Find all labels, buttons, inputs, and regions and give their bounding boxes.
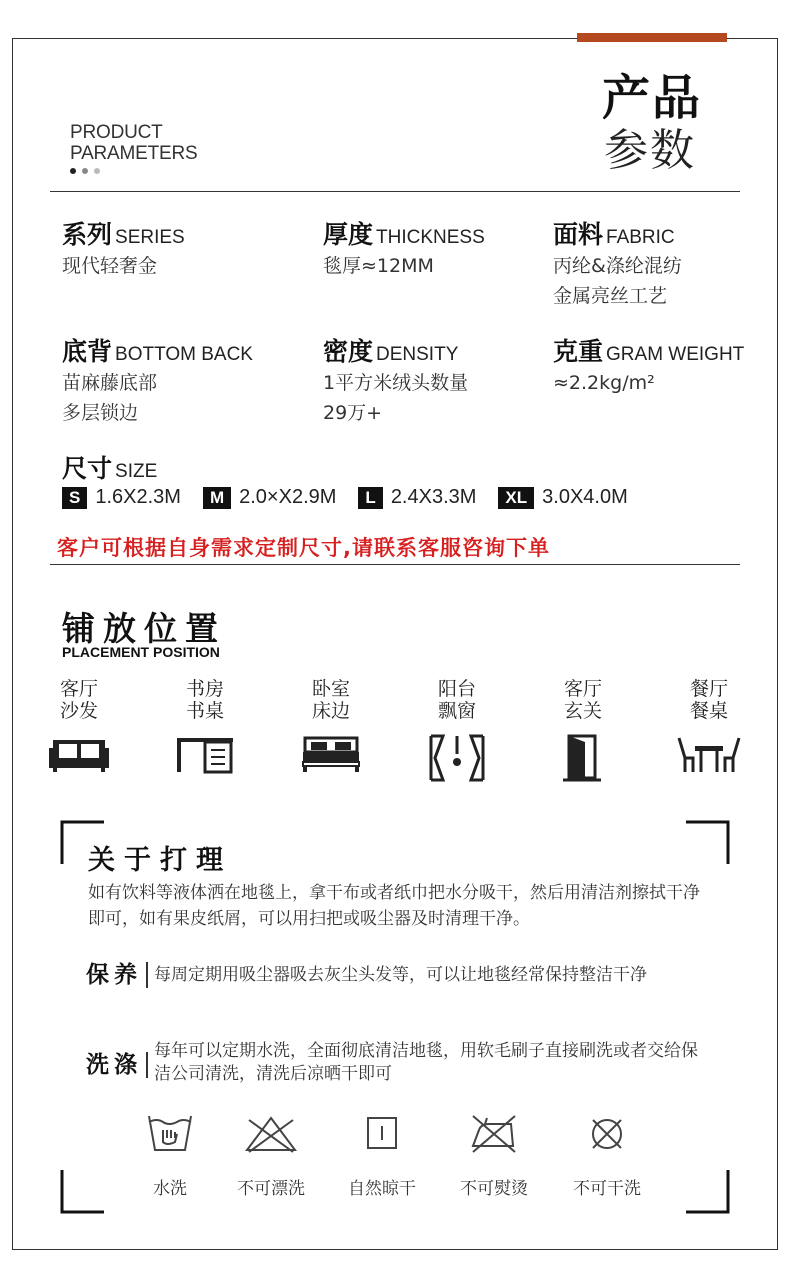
size-option-m bbox=[203, 486, 336, 509]
header-cn-line2: 参数 bbox=[604, 125, 696, 176]
no-bleach-icon bbox=[243, 1112, 299, 1154]
room-spot: 书桌 bbox=[185, 700, 224, 722]
spec-value: 苗麻藤底部 bbox=[62, 372, 158, 394]
room-living-sofa bbox=[29, 678, 129, 774]
size-options bbox=[62, 486, 650, 509]
header-en-title bbox=[70, 122, 198, 164]
care-symbol-hand-wash bbox=[115, 1112, 225, 1199]
corner-bottom-right bbox=[686, 1170, 730, 1214]
header-en-line2: PARAMETERS bbox=[70, 143, 198, 164]
spec-label-en: GRAM WEIGHT bbox=[606, 344, 745, 365]
room-name: 餐厅 bbox=[689, 678, 728, 700]
spec-label-en: BOTTOM BACK bbox=[115, 344, 253, 365]
spec-label-en: SERIES bbox=[115, 227, 185, 248]
room-spot: 玄关 bbox=[563, 700, 602, 722]
divider bbox=[50, 564, 740, 565]
size-tag: S bbox=[62, 487, 87, 509]
spec-value: 多层锁边 bbox=[62, 402, 139, 424]
spec-value: 现代轻奢金 bbox=[62, 255, 158, 277]
dot bbox=[94, 168, 100, 174]
room-name: 卧室 bbox=[311, 678, 350, 700]
spec-label: 密度 bbox=[323, 337, 374, 366]
corner-bottom-left bbox=[60, 1170, 104, 1214]
care-maintenance bbox=[86, 962, 714, 988]
dot bbox=[70, 168, 76, 174]
spec-thickness bbox=[323, 215, 485, 281]
no-dry-clean-icon bbox=[587, 1112, 627, 1154]
care-washing bbox=[86, 1040, 714, 1086]
spec-value: 毯厚≈12MM bbox=[323, 255, 434, 277]
wash-text: 每年可以定期水洗，全面彻底清洁地毯，用软毛刷子直接刷洗或者交给保洁公司清洗，清洗后凉晒干即可 bbox=[154, 1041, 698, 1084]
maintenance-label: 保养 bbox=[86, 962, 148, 988]
room-dining-table bbox=[659, 678, 759, 774]
care-symbol-label: 不可干洗 bbox=[573, 1179, 641, 1199]
size-tag: XL bbox=[498, 487, 534, 509]
room-spot: 飘窗 bbox=[437, 700, 476, 722]
care-symbol-label: 自然晾干 bbox=[348, 1179, 416, 1199]
spec-value: ≈2.2kg/m² bbox=[553, 372, 655, 394]
spec-value: 金属亮丝工艺 bbox=[553, 285, 668, 307]
size-tag: M bbox=[203, 487, 231, 509]
placement-subtitle: PLACEMENT POSITION bbox=[62, 644, 220, 660]
size-dim: 2.0×X2.9M bbox=[239, 486, 337, 508]
care-symbol-no-dry-clean bbox=[552, 1112, 662, 1199]
door-icon bbox=[553, 734, 613, 782]
room-name: 客厅 bbox=[59, 678, 98, 700]
desk-icon bbox=[175, 734, 235, 774]
spec-density bbox=[323, 332, 468, 428]
custom-size-note: 客户可根据自身需求定制尺寸,请联系客服咨询下单 bbox=[57, 536, 550, 560]
hand-wash-icon bbox=[145, 1112, 195, 1154]
spec-label-en: DENSITY bbox=[376, 344, 459, 365]
accent-bar bbox=[577, 33, 727, 42]
spec-series bbox=[62, 215, 185, 281]
spec-label: 厚度 bbox=[323, 220, 374, 249]
line-dry-icon bbox=[362, 1112, 402, 1154]
divider bbox=[50, 191, 740, 192]
care-title: 关于打理 bbox=[88, 845, 232, 876]
room-name: 书房 bbox=[185, 678, 224, 700]
size-dim: 2.4X3.3M bbox=[390, 486, 477, 508]
room-living-entrance bbox=[533, 678, 633, 782]
header-en-line1: PRODUCT bbox=[70, 122, 163, 143]
header-cn-line1: 产品 bbox=[602, 70, 703, 126]
spec-label: 面料 bbox=[553, 220, 604, 249]
care-symbol-no-iron bbox=[439, 1112, 549, 1199]
spec-value: 29万+ bbox=[323, 402, 383, 424]
spec-size bbox=[62, 449, 157, 485]
spec-value: 1平方米绒头数量 bbox=[323, 372, 469, 394]
room-name: 阳台 bbox=[437, 678, 476, 700]
room-spot: 床边 bbox=[311, 700, 350, 722]
size-dim: 3.0X4.0M bbox=[542, 486, 628, 508]
spec-value: 丙纶&涤纶混纺 bbox=[553, 255, 682, 277]
header-dots bbox=[70, 168, 100, 174]
size-label: 尺寸 bbox=[62, 454, 113, 483]
care-symbol-no-bleach bbox=[216, 1112, 326, 1199]
sofa-icon bbox=[49, 734, 109, 774]
bed-icon bbox=[301, 734, 361, 774]
wash-label: 洗涤 bbox=[86, 1052, 148, 1078]
spec-label-en: FABRIC bbox=[606, 227, 675, 248]
size-tag: L bbox=[358, 487, 382, 509]
spec-label: 底背 bbox=[62, 337, 113, 366]
spec-label-en: THICKNESS bbox=[376, 227, 485, 248]
spec-gram-weight bbox=[553, 332, 744, 398]
room-spot: 餐桌 bbox=[689, 700, 728, 722]
care-symbol-label: 不可熨烫 bbox=[460, 1179, 528, 1199]
spec-label: 克重 bbox=[553, 337, 604, 366]
maintenance-text: 每周定期用吸尘器吸去灰尘头发等，可以让地毯经常保持整洁干净 bbox=[154, 965, 647, 985]
care-symbol-label: 水洗 bbox=[153, 1179, 187, 1199]
room-study-desk bbox=[155, 678, 255, 774]
corner-top-right bbox=[686, 820, 730, 864]
room-spot: 沙发 bbox=[59, 700, 98, 722]
size-option-l bbox=[358, 486, 476, 509]
size-label-en: SIZE bbox=[115, 461, 158, 482]
size-dim: 1.6X2.3M bbox=[95, 486, 181, 508]
room-bedroom-bedside bbox=[281, 678, 381, 774]
spec-bottom-back bbox=[62, 332, 253, 428]
room-balcony-window bbox=[407, 678, 507, 782]
no-iron-icon bbox=[469, 1112, 519, 1154]
size-option-xl bbox=[498, 486, 627, 509]
placement-title: 铺放位置 bbox=[62, 609, 226, 648]
dot bbox=[82, 168, 88, 174]
size-option-s bbox=[62, 486, 181, 509]
care-intro: 如有饮料等液体洒在地毯上，拿干布或者纸巾把水分吸干，然后用清洁剂擦拭干净即可，如有果皮纸屑，可以用扫把或吸尘器及时清理干净。 bbox=[88, 883, 700, 929]
care-symbol-label: 不可漂洗 bbox=[237, 1179, 305, 1199]
spec-label: 系列 bbox=[62, 220, 113, 249]
room-name: 客厅 bbox=[563, 678, 602, 700]
window-icon bbox=[427, 734, 487, 782]
care-symbol-line-dry bbox=[327, 1112, 437, 1199]
spec-fabric bbox=[553, 215, 682, 311]
dining-table-icon bbox=[677, 734, 741, 774]
